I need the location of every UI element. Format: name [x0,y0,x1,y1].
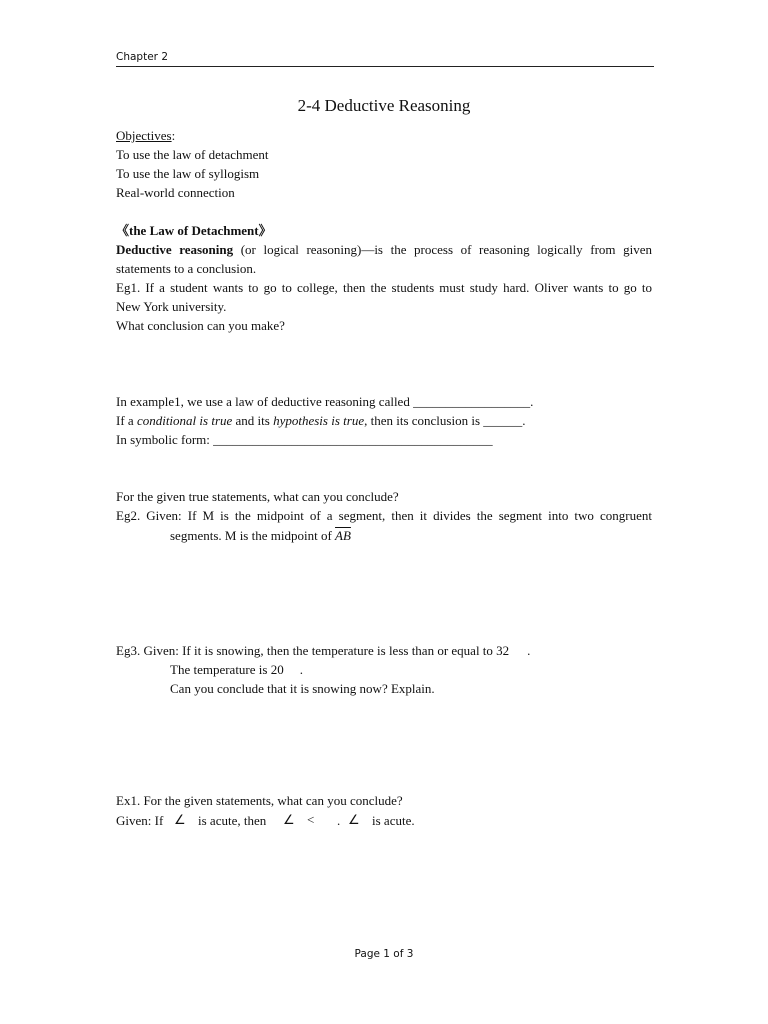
objectives-heading-text: Objectives [116,128,172,143]
page-title: 2-4 Deductive Reasoning [297,96,471,115]
objectives-heading [116,126,175,145]
objective-item: Real-world connection [116,185,235,200]
ex1-is-acute: is acute. [372,813,415,828]
eg1-line-2: New York university. [116,299,227,314]
eg3-line-2-text: The temperature is 20 [170,662,284,677]
objective-item: To use the law of syllogism [116,166,260,181]
symbolic-form-line: In symbolic form: ___________________________________________ [116,432,493,447]
definition-term: Deductive reasoning [116,242,234,257]
ex1-given: Given: If [116,813,164,828]
definition-line-2: statements to a conclusion. [116,261,257,276]
eg3-line-3: Can you conclude that it is snowing now? Explain. [170,681,435,696]
law-if: If a [116,413,137,428]
example-blank-line: In example1, we use a law of deductive reasoning called __________________. [116,394,534,409]
header-rule [116,66,654,67]
law-and: and its [232,413,274,428]
eg3-line-2 [170,660,303,679]
eg2-intro: For the given true statements, what can you conclude? [116,489,399,504]
eg2-line-2-text: segments. M is the midpoint of [170,528,336,543]
chapter-label: Chapter 2 [116,51,168,63]
eg3-line-1-text: Eg3. Given: If it is snowing, then the temperature is less than or equal to 32 [116,643,510,658]
page-number: Page 1 of 3 [354,948,414,960]
less-than-symbol: < [307,812,315,827]
eg1-line-1: Eg1. If a student wants to go to college, then the students must study hard. Oliver wants to go to [116,280,652,295]
ex1-line-1: Ex1. For the given statements, what can you conclude? [116,793,403,808]
angle-icon: ∠ [174,812,186,827]
eg3-line-2-end: . [299,662,303,677]
ex1-period: . [337,813,341,828]
eg3-line-1 [116,641,530,660]
definition-text: (or logical reasoning)—is the process of reasoning logically from given [233,242,653,257]
segment-ab: $\overline{AB}$ [335,528,351,543]
angle-icon: ∠ [348,812,360,827]
section-heading-detachment: 《the Law of Detachment》 [116,223,272,238]
objectives-colon: : [171,128,176,143]
eg1-question: What conclusion can you make? [116,318,285,333]
objective-item: To use the law of detachment [116,147,269,162]
eg3-line-1-end: . [527,643,531,658]
eg2-line-2 [170,526,351,545]
law-hypothesis: hypothesis is true [273,413,365,428]
ex1-is-acute-then: is acute, then [198,813,267,828]
law-conclusion: , then its conclusion is ______. [364,413,526,428]
law-statement [116,411,526,430]
definition-line-1 [116,240,652,259]
angle-icon: ∠ [283,812,295,827]
law-conditional: conditional is true [136,413,233,428]
eg2-line-1: Eg2. Given: If M is the midpoint of a segment, then it divides the segment into two congruent [116,508,652,523]
